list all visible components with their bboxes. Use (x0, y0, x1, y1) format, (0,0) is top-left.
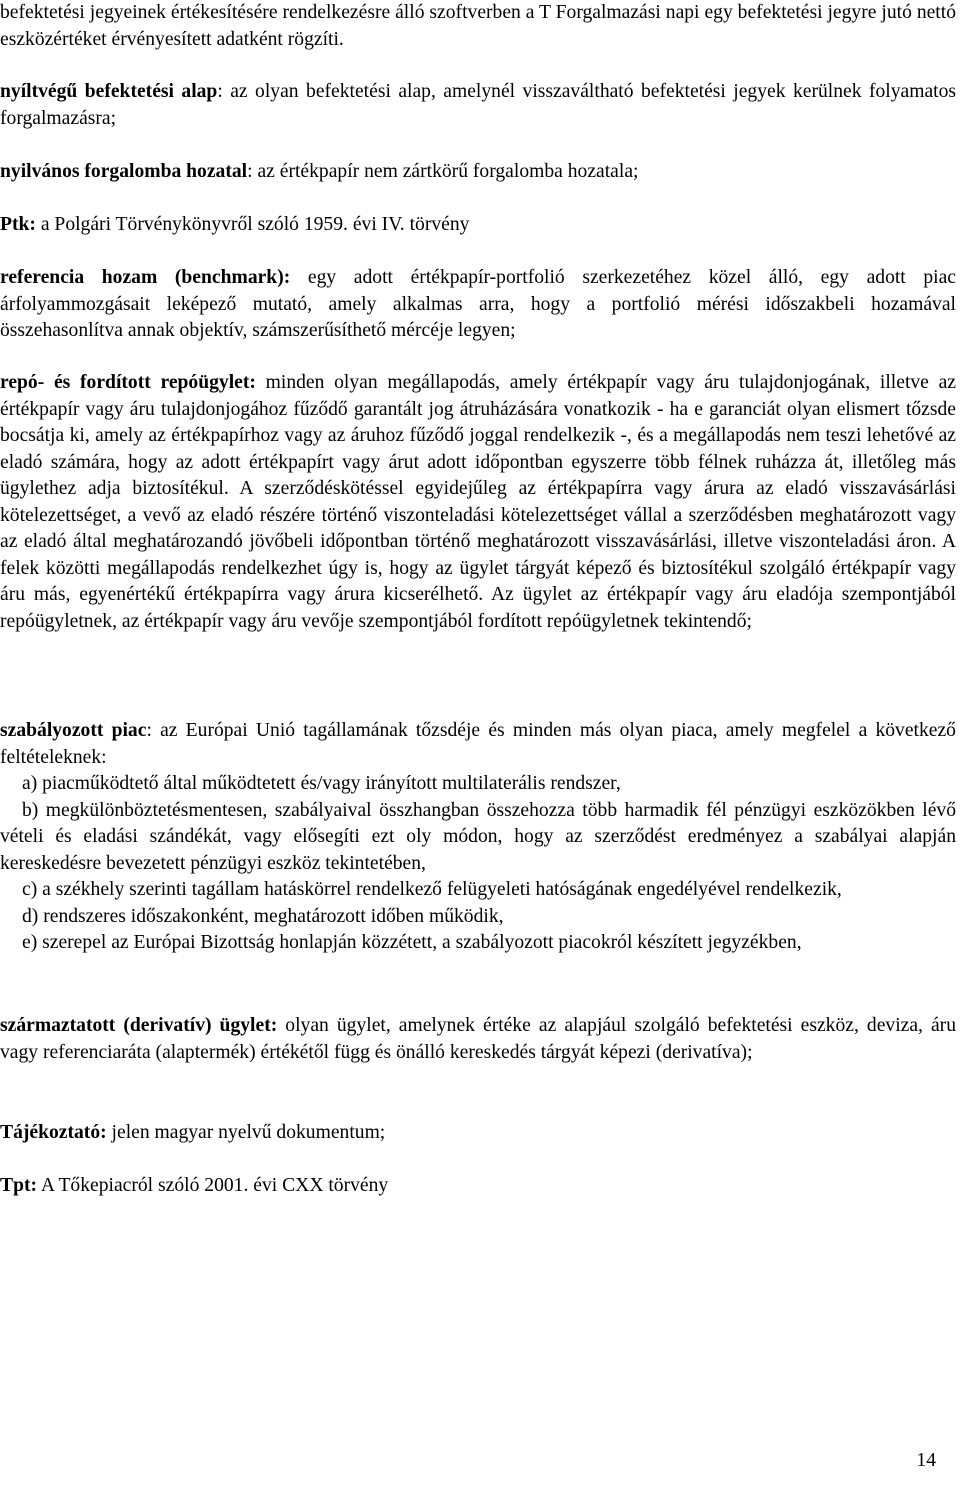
definition-term: nyíltvégű befektetési alap (0, 81, 218, 102)
definition-open-ended-fund (0, 79, 956, 132)
definition-text: jelen magyar nyelvű dokumentum; (106, 1122, 386, 1143)
conditions-list (0, 771, 956, 957)
definition-text: a Polgári Törvénykönyvről szóló 1959. évi IV. törvény (35, 214, 470, 235)
definition-ptk (0, 212, 956, 239)
definition-text: : az értékpapír nem zártkörű forgalomba hozatala; (247, 161, 639, 182)
list-item: d) rendszeres időszakonként, meghatározott időben működik, (22, 905, 504, 927)
definition-text: olyan ügylet, amelynek értéke az alapjául szolgáló befektetési eszköz, deviza, áru vagy referenciaráta (alaptermék) értékétől függ és önálló kereskedés tárgyát képezi (derivatíva); (0, 1015, 956, 1063)
definition-term: Tpt: (0, 1175, 38, 1196)
definition-tpt (0, 1173, 956, 1200)
definition-text: : az Európai Unió tagállamának tőzsdéje és minden más olyan piaca, amely megfelel a következő feltételeknek: (0, 720, 956, 768)
definition-term: szabályozott piac (0, 720, 147, 741)
page-number: 14 (916, 1450, 936, 1471)
definition-benchmark (0, 265, 956, 345)
list-item: a) piacműködtető által működtetett és/vagy irányított multilaterális rendszer, (22, 773, 621, 794)
definition-public-offering (0, 159, 956, 186)
definition-term: referencia hozam (benchmark): (0, 267, 291, 288)
definition-derivative (0, 1013, 956, 1066)
definition-term: repó- és fordított repóügylet: (0, 372, 256, 393)
definition-text: : az olyan befektetési alap, amelynél visszaváltható befektetési jegyek kerülnek folyamatos forgalmazásra; (0, 81, 957, 129)
definition-text: A Tőkepiacról szóló 2001. évi CXX törvény (37, 1175, 389, 1196)
definition-text: minden olyan megállapodás, amely értékpapír vagy áru tulajdonjogának, illetve az értékpapír vagy áru tulajdonjogához fűződő garantált jog átruházására vonatkozik - ha e garanciát olyan elismert tőzsde bocsátja ki, amely az értékpapírhoz vagy az áruhoz fűződő joggal rendelkezik -, és a megállapodás nem teszi lehetővé az eladó számára, hogy az adott értékpapírt vagy árut adott időpontban egyszerre több félnek ruházza át, illetőleg más ügylethez adja biztosítékul. A szerződéskötéssel egyidejűleg az értékpapírra vagy árura az eladó visszavásárlási kötelezettséget, a vevő az eladó részére történő viszonteladási kötelezettséget vállal a szerződésben meghatározott vagy az eladó által meghatározandó jövőbeli időpontban történő meghatározott visszavásárlási, illetve viszonteladási áron. A felek közötti megállapodás rendelkezhet úgy is, hogy az ügylet tárgyát képező és biztosítékul szolgáló értékpapír vagy áru más, egyenértékű értékpapírra vagy árura kicserélhető. Az ügylet az értékpapír vagy áru eladója szempontjából repóügyletnek, az értékpapír vagy áru vevője szempontjából fordított repóügyletnek tekintendő; (0, 372, 956, 632)
list-item: b) megkülönböztetésmentesen, szabályaival összhangban összehozza több harmadik fél pénzügyi eszközökben lévő vételi és eladási szándékát, vagy elősegíti ezt oly módon, hogy az szerződést eredményez a szabályai alapján kereskedésre bevezetett pénzügyi eszköz tekintetében, (0, 799, 956, 874)
definition-text: egy adott értékpapír-portfolió szerkezetéhez közel álló, egy adott piac árfolyammozgásait leképező mutató, amely alkalmas arra, hogy a portfolió mérési időszakbeli hozamával összehasonlítva annak objektív, számszerűsíthető mércéje legyen; (0, 267, 957, 341)
intro-paragraph: befektetési jegyeinek értékesítésére rendelkezésre álló szoftverben a T Forgalmazási napi egy befektetési jegyre jutó nettó eszközértéket érvényesített adatként rögzíti. (0, 2, 956, 50)
definition-regulated-market (0, 718, 956, 771)
definition-repo (0, 370, 956, 635)
definition-term: származtatott (derivatív) ügylet: (0, 1015, 278, 1036)
definition-term: Ptk: (0, 214, 36, 235)
definition-term: nyilvános forgalomba hozatal (0, 161, 248, 182)
list-item: c) a székhely szerinti tagállam hatáskörrel rendelkező felügyeleti hatóságának engedélyével rendelkezik, (22, 879, 842, 900)
list-item: e) szerepel az Európai Bizottság honlapján közzétett, a szabályozott piacokról készített jegyzékben, (22, 932, 802, 953)
definition-prospectus (0, 1120, 956, 1147)
definition-term: Tájékoztató: (0, 1122, 107, 1143)
